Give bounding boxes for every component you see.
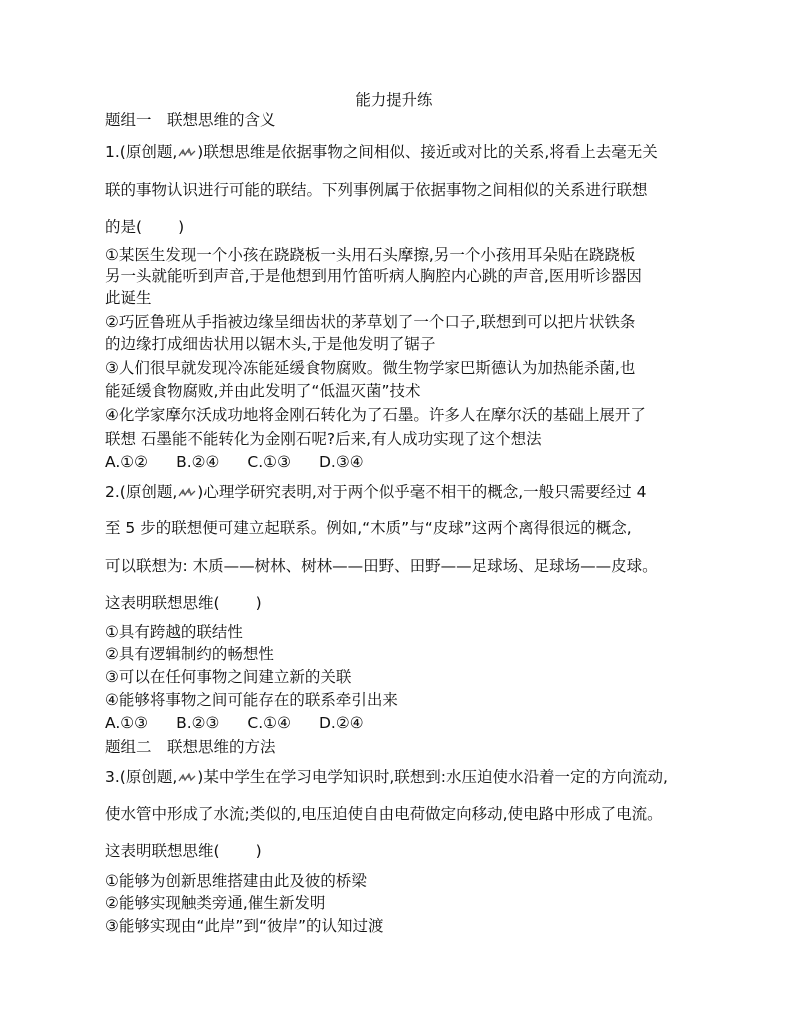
q2-item-line: ④能够将事物之间可能存在的联系牵引出来 [105,691,398,709]
option-c[interactable]: C.①③ [247,453,291,471]
difficulty-stars-icon [177,487,197,499]
question-3-line-2: 使水管中形成了水流;类似的,电压迫使自由电荷做定向移动,使电路中形成了电流。 [105,805,663,823]
q1-item-line: 此诞生 [105,289,152,307]
question-3-stem-end: 这表明联想思维( [105,842,220,860]
difficulty-stars-icon [177,772,197,784]
question-2-line-2: 至 5 步的联想便可建立起联系。例如,“木质”与“皮球”这两个离得很远的概念, [105,519,632,537]
q1-item-line: ②巧匠鲁班从手指被边缘呈细齿状的茅草划了一个口子,联想到可以把片状铁条 [105,313,636,331]
question-2-stem-1: )心理学研究表明,对于两个似乎毫不相干的概念,一般只需要经过 4 [197,483,647,501]
option-c[interactable]: C.①④ [247,714,291,732]
difficulty-stars-icon [177,147,197,159]
group-heading-2: 题组二 联想思维的方法 [105,738,276,756]
q3-item-line: ①能够为创新思维搭建由此及彼的桥梁 [105,872,367,890]
answer-paren-close: ) [255,594,262,612]
question-1-options [105,452,364,472]
q2-item-line: ③可以在任何事物之间建立新的关联 [105,668,352,686]
q1-item-line: 的边缘打成细齿状用以锯木头,于是他发明了锯子 [105,335,436,353]
question-3-line-3 [105,841,262,861]
question-2-line-4 [105,593,262,613]
page-title: 能力提升练 [355,91,433,109]
q1-item-line: ③人们很早就发现冷冻能延缓食物腐败。微生物学家巴斯德认为加热能杀菌,也 [105,359,636,377]
question-3-line-1 [105,767,668,787]
q1-item-line: 能延缓食物腐败,并由此发明了“低温灭菌”技术 [105,382,421,400]
question-1-line-2: 联的事物认识进行可能的联结。下列事例属于依据事物之间相似的关系进行联想 [105,181,648,199]
group-heading-1: 题组一 联想思维的含义 [105,111,276,129]
question-2-line-1 [105,482,646,502]
question-1-prefix: 1.(原创题, [105,143,178,161]
option-a[interactable]: A.①② [105,453,149,471]
answer-paren-close: ) [255,842,262,860]
q1-item-line: ①某医生发现一个小孩在跷跷板一头用石头摩擦,另一个小孩用耳朵贴在跷跷板 [105,246,636,264]
question-2-line-3: 可以联想为: 木质——树林、树林——田野、田野——足球场、足球场——皮球。 [105,557,658,575]
q2-item-line: ①具有跨越的联结性 [105,623,243,641]
option-d[interactable]: D.②④ [318,714,364,732]
q2-item-line: ②具有逻辑制约的畅想性 [105,645,274,663]
question-1-stem-end: 的是( [105,218,143,236]
option-b[interactable]: B.②④ [176,453,220,471]
question-2-stem-end: 这表明联想思维( [105,594,220,612]
question-2-prefix: 2.(原创题, [105,483,178,501]
question-3-prefix: 3.(原创题, [105,768,178,786]
q1-item-line: 联想 石墨能不能转化为金刚石呢?后来,有人成功实现了这个想法 [105,430,542,448]
option-a[interactable]: A.①③ [105,714,149,732]
q1-item-line: ④化学家摩尔沃成功地将金刚石转化为了石墨。许多人在摩尔沃的基础上展开了 [105,406,646,424]
question-1-line-1 [105,142,658,162]
option-b[interactable]: B.②③ [176,714,220,732]
option-d[interactable]: D.③④ [318,453,364,471]
q3-item-line: ③能够实现由“此岸”到“彼岸”的认知过渡 [105,917,384,935]
question-3-stem-1: )某中学生在学习电学知识时,联想到:水压迫使水沿着一定的方向流动, [197,768,668,786]
question-1-line-3 [105,217,184,237]
question-1-stem-1: )联想思维是依据事物之间相似、接近或对比的关系,将看上去毫无关 [197,143,658,161]
answer-paren-close: ) [178,218,185,236]
question-2-options [105,713,364,733]
q1-item-line: 另一头就能听到声音,于是他想到用竹笛听病人胸腔内心跳的声音,医用听诊器因 [105,267,642,285]
q3-item-line: ②能够实现触类旁通,催生新发明 [105,894,326,912]
